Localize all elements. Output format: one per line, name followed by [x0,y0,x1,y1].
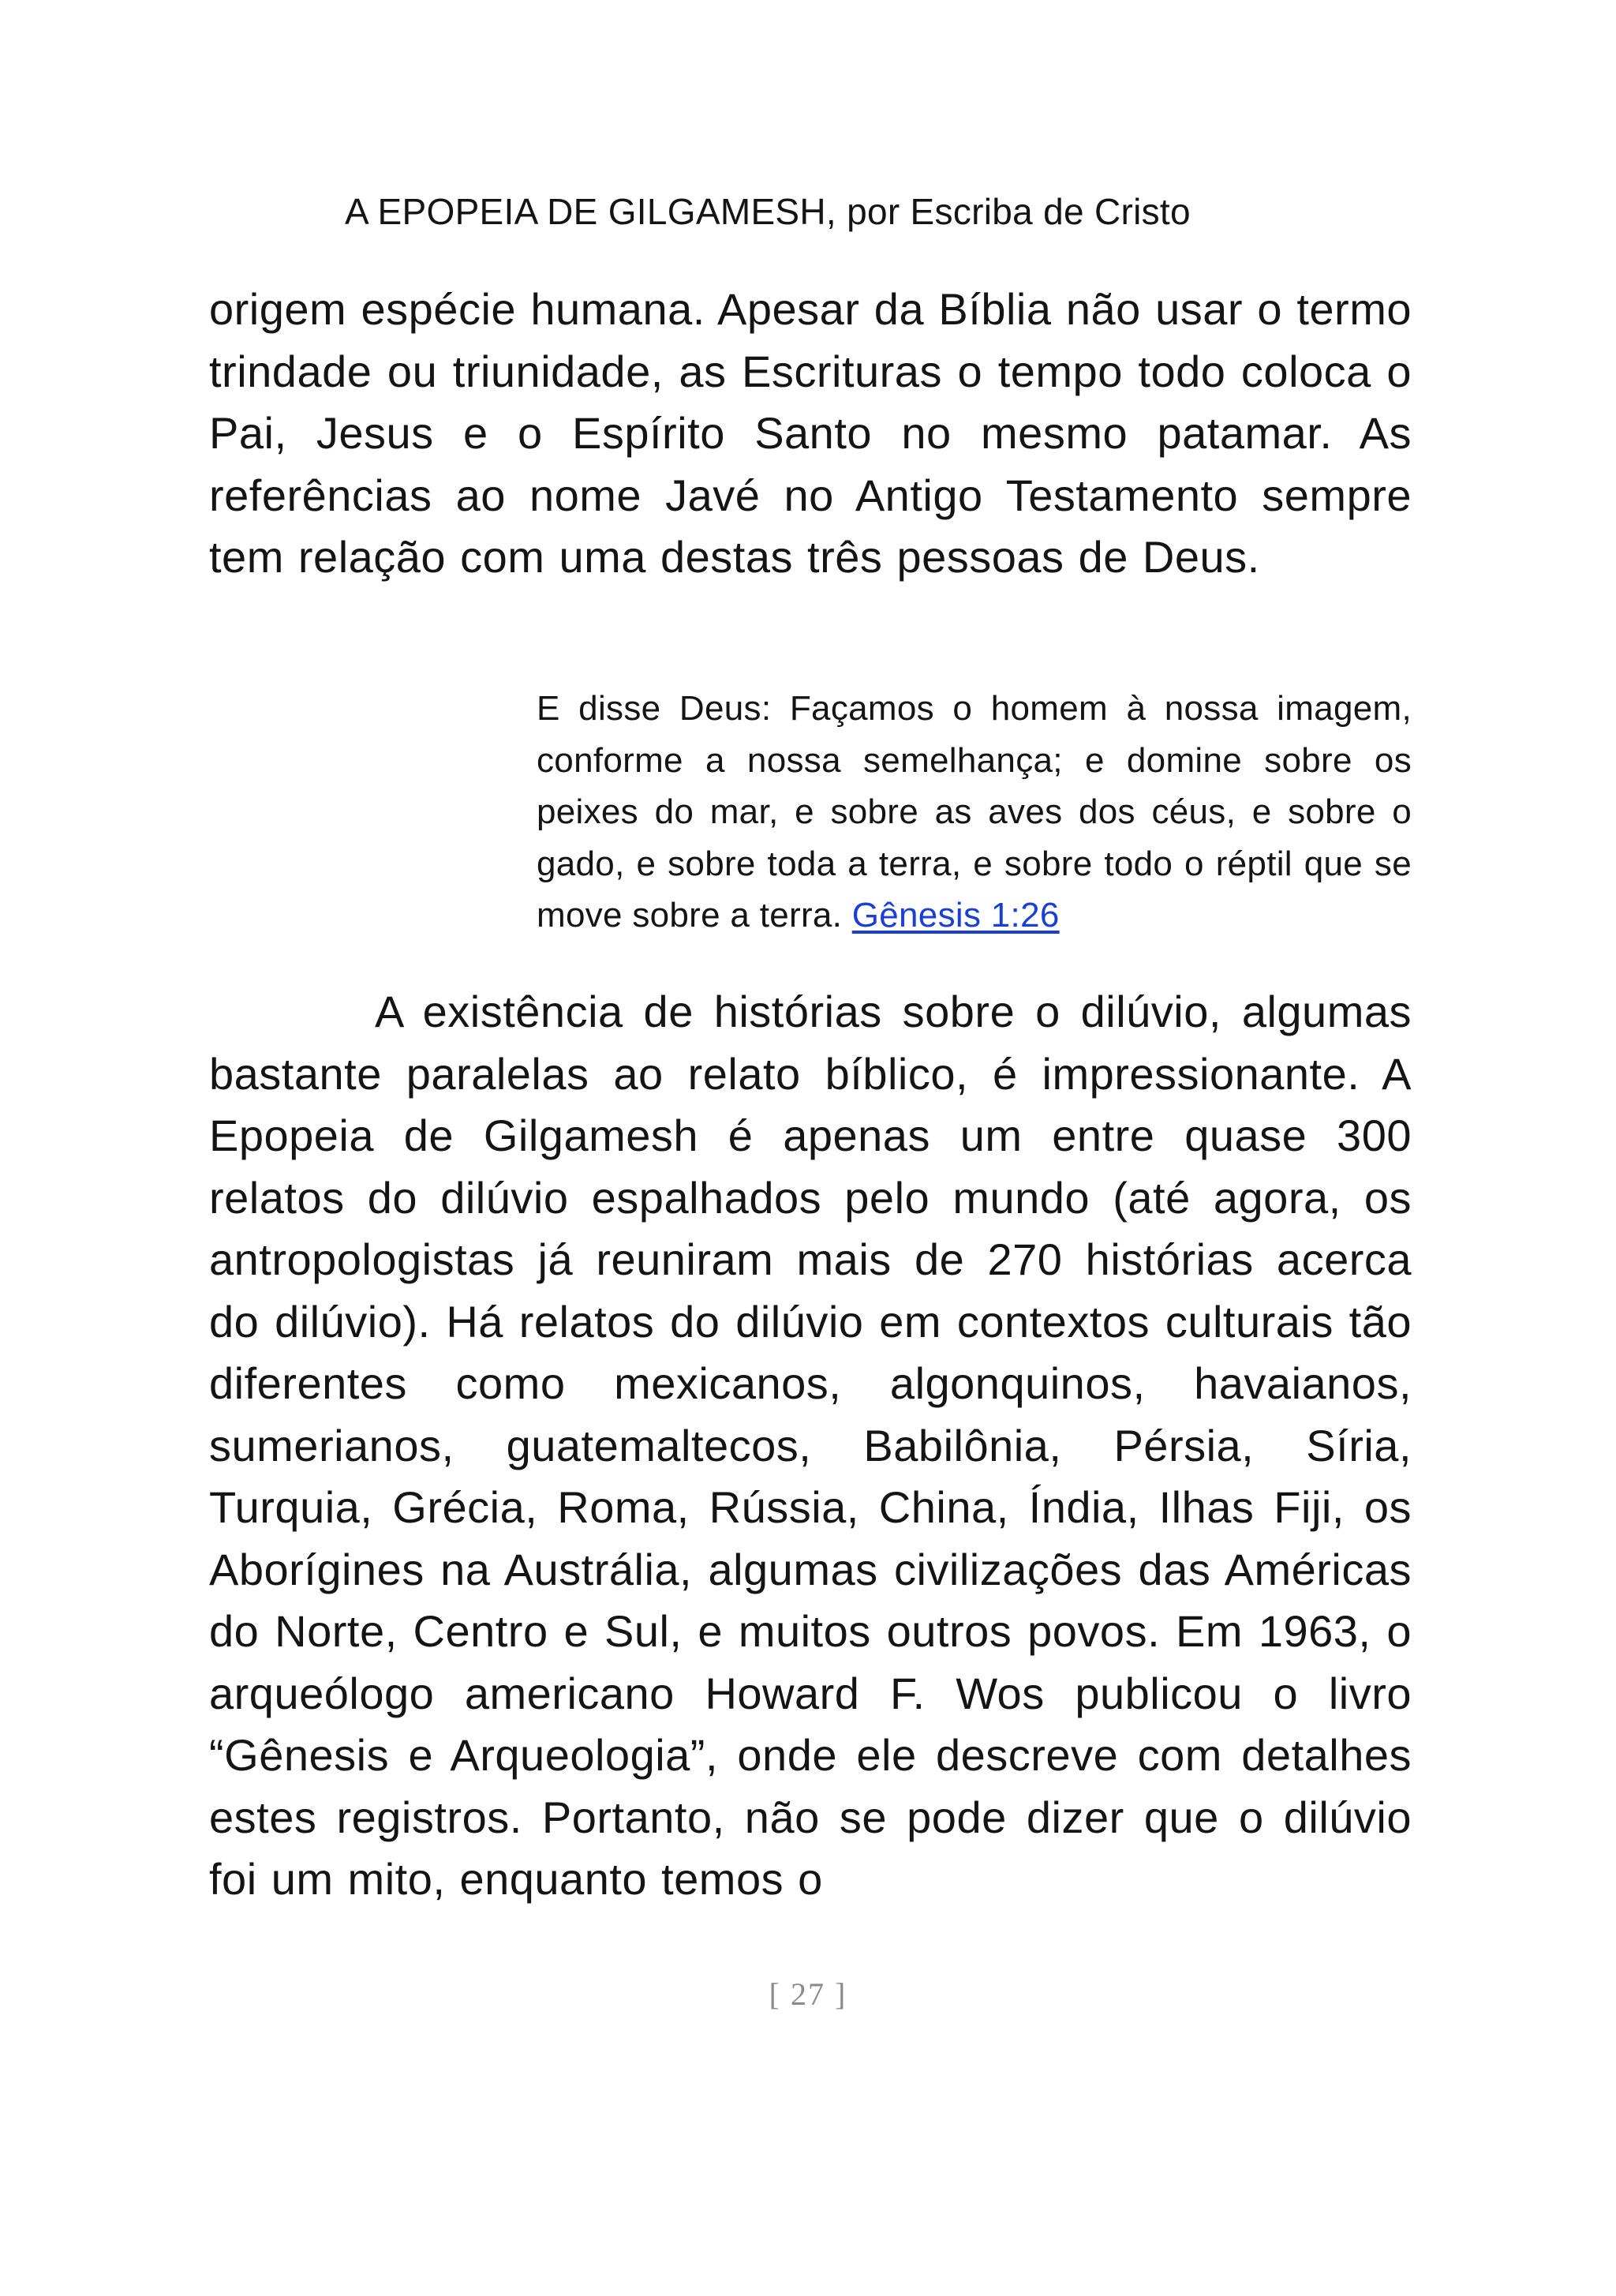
body-paragraph-2: A existência de histórias sobre o dilúvio, algumas bastante paralelas ao relato bíblico, é impressionante. A Epopeia de Gilgamesh é apenas um entre quase 300 relatos do dilúvio espalhados pelo mundo (até agora, os antropologistas já reuniram mais de 270 histórias acerca do dilúvio). Há relatos do dilúvio em contextos culturais tão diferentes como mexicanos, algonquinos, havaianos, sumerianos, guatemaltecos, Babilônia, Pérsia, Síria, Turquia, Grécia, Roma, Rússia, China, Índia, Ilhas Fiji, os Aborígines na Austrália, algumas civilizações das Américas do Norte, Centro e Sul, e muitos outros povos. Em 1963, o arqueólogo americano Howard F. Wos publicou o livro “Gênesis e Arqueologia”, onde ele descreve com detalhes estes registros. Portanto, não se pode dizer que o dilúvio foi um mito, enquanto temos o [209,987,1412,1904]
quote-text: E disse Deus: Façamos o homem à nossa imagem, conforme a nossa semelhança; e domine sobre os peixes do mar, e sobre as aves dos céus, e sobre o gado, e sobre toda a terra, e sobre todo o réptil que se move sobre a terra. [537,689,1412,935]
body-paragraph-1: origem espécie humana. Apesar da Bíblia não usar o termo trindade ou triunidade, as Escrituras o tempo todo coloca o Pai, Jesus e o Espírito Santo no mesmo patamar. As referências ao nome Javé no Antigo Testamento sempre tem relação com uma destas três pessoas de Deus. [209,284,1412,582]
scripture-reference-link[interactable]: Gênesis 1:26 [851,896,1060,935]
running-header: A EPOPEIA DE GILGAMESH, por Escriba de Cristo [345,191,1191,232]
page-number: [ 27 ] [769,1976,847,2012]
scripture-quote [537,683,1412,942]
